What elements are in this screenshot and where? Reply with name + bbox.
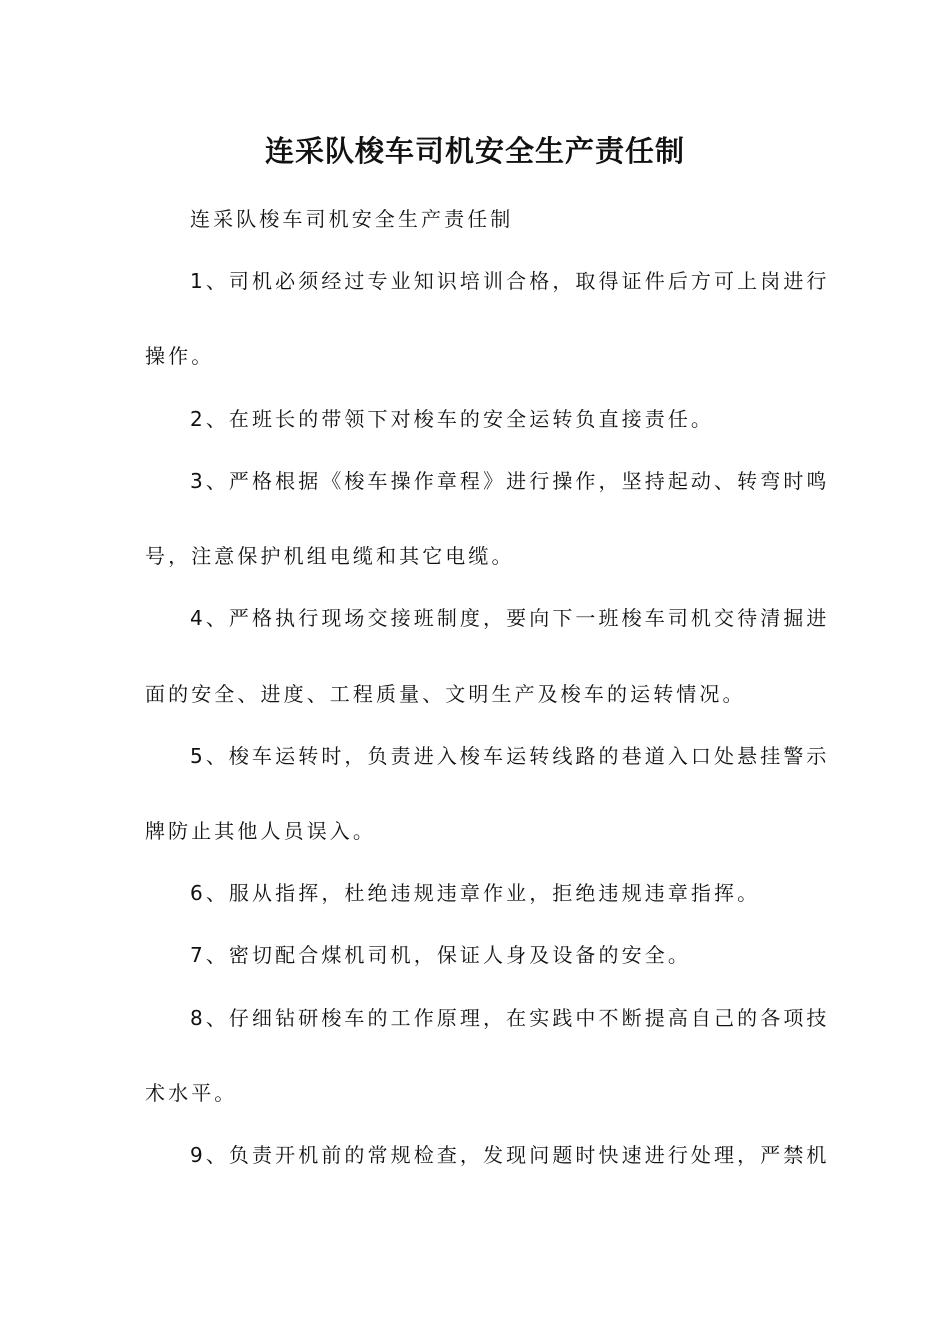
item-4-line-2: 面的安全、进度、工程质量、文明生产及梭车的运转情况。	[145, 682, 746, 706]
item-1-line-1: 1、司机必须经过专业知识培训合格，取得证件后方可上岗进行	[190, 269, 830, 293]
item-2-line-1: 2、在班长的带领下对梭车的安全运转负直接责任。	[190, 407, 715, 431]
item-5-line-2: 牌防止其他人员误入。	[145, 819, 376, 843]
subtitle-line: 连采队梭车司机安全生产责任制	[190, 207, 514, 231]
item-3-line-2: 号，注意保护机组电缆和其它电缆。	[145, 544, 515, 568]
item-6-line-1: 6、服从指挥，杜绝违规违章作业，拒绝违规违章指挥。	[190, 881, 761, 905]
document-title: 连采队梭车司机安全生产责任制	[264, 134, 685, 168]
item-5-line-1: 5、梭车运转时，负责进入梭车运转线路的巷道入口处悬挂警示	[190, 744, 830, 768]
item-9-line-1: 9、负责开机前的常规检查，发现问题时快速进行处理，严禁机	[190, 1143, 830, 1167]
item-8-line-1: 8、仔细钻研梭车的工作原理，在实践中不断提高自己的各项技	[190, 1006, 830, 1030]
item-7-line-1: 7、密切配合煤机司机，保证人身及设备的安全。	[190, 943, 691, 967]
item-3-line-1: 3、严格根据《梭车操作章程》进行操作，坚持起动、转弯时鸣	[190, 469, 830, 493]
item-8-line-2: 术水平。	[145, 1081, 238, 1105]
item-4-line-1: 4、严格执行现场交接班制度，要向下一班梭车司机交待清掘进	[190, 606, 830, 630]
item-1-line-2: 操作。	[145, 344, 215, 368]
